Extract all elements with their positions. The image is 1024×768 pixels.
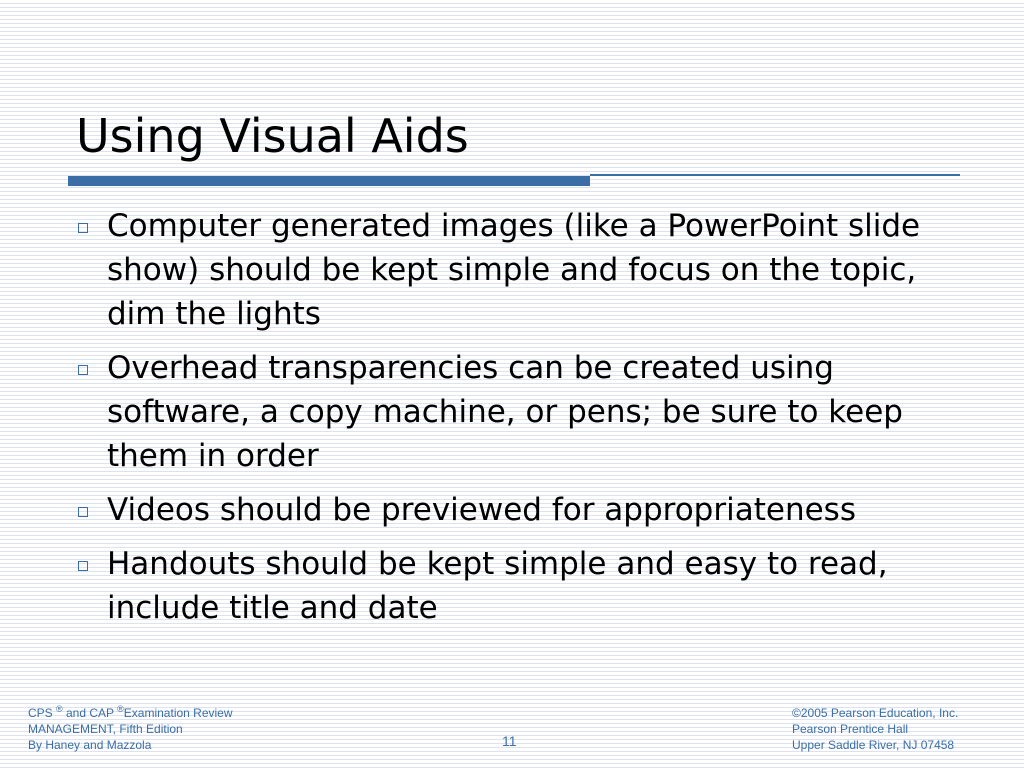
- footer-right-line-1: ©2005 Pearson Education, Inc.: [792, 706, 959, 720]
- slide-title: Using Visual Aids: [76, 109, 469, 163]
- square-bullet-icon: [78, 223, 88, 233]
- square-bullet-icon: [78, 561, 88, 571]
- title-accent-bar: [68, 176, 590, 186]
- bullet-text: Handouts should be kept simple and easy to read, include title and date: [107, 546, 888, 626]
- bullet-item: [76, 204, 956, 336]
- registered-mark: ®: [56, 704, 63, 714]
- square-bullet-icon: [78, 365, 88, 375]
- bullet-text: Computer generated images (like a PowerPoint slide show) should be kept simple and focus on the topic, dim the lights: [107, 208, 921, 332]
- bullet-text: Videos should be previewed for appropriateness: [107, 492, 856, 528]
- bullet-text: Overhead transparencies can be created using software, a copy machine, or pens; be sure to keep them in order: [107, 350, 903, 474]
- square-bullet-icon: [78, 507, 88, 517]
- footer-right-line-2: Pearson Prentice Hall: [792, 722, 909, 736]
- footer-left-line-3: By Haney and Mazzola: [28, 738, 152, 752]
- bullet-item: [76, 542, 956, 630]
- footer-right-line-3: Upper Saddle River, NJ 07458: [792, 738, 955, 752]
- bullet-item: [76, 346, 956, 478]
- footer-left-line-2: MANAGEMENT, Fifth Edition: [28, 722, 183, 736]
- bullet-list: [76, 204, 956, 640]
- bullet-item: [76, 488, 956, 532]
- footer-and-cap: and CAP: [62, 706, 118, 720]
- footer-exam: Examination Review: [123, 706, 233, 720]
- footer-course-info: [28, 705, 233, 753]
- title-divider-line: [590, 174, 960, 176]
- footer-left-line-1: [28, 705, 233, 721]
- footer-copyright: [792, 705, 958, 753]
- registered-mark: ®: [117, 704, 124, 714]
- page-number: 11: [502, 733, 517, 749]
- footer-cps: CPS: [28, 706, 53, 720]
